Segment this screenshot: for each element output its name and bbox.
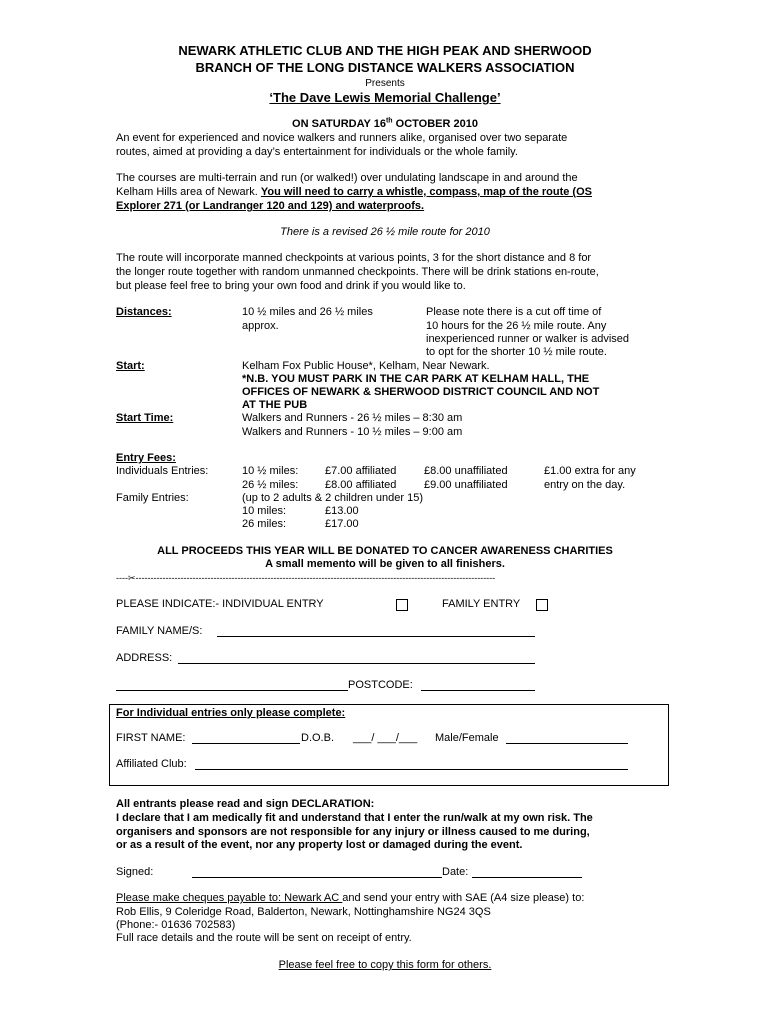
family-entry-checkbox[interactable] [536,599,548,611]
dob-label: D.O.B. [301,732,335,744]
declaration-title: All entrants please read and sign DECLARATION: [116,798,375,810]
family-entries-label: Family Entries: [116,492,189,504]
intro-p1-line2: routes, aimed at providing a day’s entertainment for individuals or the whole family. [116,146,518,158]
start-line4: AT THE PUB [242,399,308,411]
family-entry-label: FAMILY ENTRY [442,598,521,610]
affiliated-club-label: Affiliated Club: [116,758,187,770]
individual-entries-label: Individuals Entries: [116,465,209,477]
family-name-field[interactable] [217,636,535,637]
title-line-1: NEWARK ATHLETIC CLUB AND THE HIGH PEAK AND SHERWOOD [178,43,592,58]
postcode-label: POSTCODE: [348,679,413,691]
intro-p3-line2: the longer route together with random unmanned checkpoints. There will be drink stations en-route, [116,266,599,278]
fee-ind-r1-unaffiliated: £8.00 unaffiliated [424,465,508,477]
fee-ind-r1-affiliated: £7.00 affiliated [325,465,397,477]
cutoff-line4: to opt for the shorter 10 ½ mile route. [426,346,607,358]
gender-field[interactable] [506,743,628,744]
fee-fam-r2-price: £17.00 [325,518,359,530]
entry-fees-label: Entry Fees: [116,452,176,464]
start-line1: Kelham Fox Public House*, Kelham, Near Newark. [242,360,490,372]
presents-text: Presents [365,78,405,89]
start-label: Start: [116,360,145,372]
start-line2: *N.B. YOU MUST PARK IN THE CAR PARK AT KELHAM HALL, THE [242,373,590,385]
proceeds-line1: ALL PROCEEDS THIS YEAR WILL BE DONATED TO CANCER AWARENESS CHARITIES [157,545,613,557]
gender-label: Male/Female [435,732,499,744]
postal-address: Rob Ellis, 9 Coleridge Road, Balderton, Newark, Nottinghamshire NG24 3QS [116,906,491,918]
fee-ind-r2-unaffiliated: £9.00 unaffiliated [424,479,508,491]
cut-line: ----✂------------------------------------------------------------------------------------------------------------------------ [116,573,496,583]
distances-line1: 10 ½ miles and 26 ½ miles [242,306,373,318]
fee-fam-r1-price: £13.00 [325,505,359,517]
fee-extra-line1: £1.00 extra for any [544,465,636,477]
title-line-2: BRANCH OF THE LONG DISTANCE WALKERS ASSOCIATION [195,60,575,75]
cutoff-line3: inexperienced runner or walker is advised [426,333,629,345]
challenge-title: ‘The Dave Lewis Memorial Challenge’ [269,90,501,105]
family-name-label: FAMILY NAME/S: [116,625,203,637]
proceeds-line2: A small memento will be given to all finishers. [265,558,505,570]
intro-p3-line3: but please feel free to bring your own food and drink if you would like to. [116,280,466,292]
start-time-line1: Walkers and Runners - 26 ½ miles – 8:30 am [242,412,463,424]
intro-p2-line2: Kelham Hills area of Newark. You will need to carry a whistle, compass, map of the route (OS [116,186,592,198]
declaration-line1: I declare that I am medically fit and understand that I enter the run/walk at my own risk. The [116,812,593,824]
event-date: ON SATURDAY 16th OCTOBER 2010 [292,117,478,130]
copy-form-note: Please feel free to copy this form for others. [278,959,492,971]
postcode-field[interactable] [421,690,535,691]
intro-p2-line1: The courses are multi-terrain and run (or walked!) over undulating landscape in and around the [116,172,578,184]
start-time-label: Start Time: [116,412,174,424]
signature-field[interactable] [192,877,442,878]
start-time-line2: Walkers and Runners - 10 ½ miles – 9:00 am [242,426,463,438]
phone-number: (Phone:- 01636 702583) [116,919,236,931]
individual-entry-checkbox[interactable] [396,599,408,611]
cutoff-line2: 10 hours for the 26 ½ mile route. Any [426,320,607,332]
declaration-line3: or as a result of the event, nor any property lost or damaged during the event. [116,839,523,851]
date-label: Date: [442,866,469,878]
fee-ind-r2-affiliated: £8.00 affiliated [325,479,397,491]
fee-fam-r1-distance: 10 miles: [242,505,287,517]
address-line2-field[interactable] [116,690,348,691]
first-name-field[interactable] [192,743,300,744]
revised-route-note: There is a revised 26 ½ mile route for 2010 [280,226,490,238]
fee-ind-r2-distance: 26 ½ miles: [242,479,299,491]
family-note: (up to 2 adults & 2 children under 15) [242,492,424,504]
individual-only-label: For Individual entries only please complete: [116,707,346,719]
fee-fam-r2-distance: 26 miles: [242,518,287,530]
affiliated-club-field[interactable] [195,769,628,770]
fee-ind-r1-distance: 10 ½ miles: [242,465,299,477]
race-details-note: Full race details and the route will be sent on receipt of entry. [116,932,412,944]
intro-p2-line3: Explorer 271 (or Landranger 120 and 129) and waterproofs. [116,200,425,212]
distances-line2: approx. [242,320,279,332]
distances-label: Distances: [116,306,172,318]
address-field[interactable] [178,663,535,664]
fee-extra-line2: entry on the day. [544,479,626,491]
indicate-label: PLEASE INDICATE:- INDIVIDUAL ENTRY [116,598,324,610]
cheques-line: Please make cheques payable to: Newark AC and send your entry with SAE (A4 size please) to: [116,892,585,904]
first-name-label: FIRST NAME: [116,732,186,744]
start-line3: OFFICES OF NEWARK & SHERWOOD DISTRICT COUNCIL AND NOT [242,386,600,398]
cutoff-line1: Please note there is a cut off time of [426,306,602,318]
intro-p3-line1: The route will incorporate manned checkpoints at various points, 3 for the short distance and 8 for [116,252,592,264]
signed-label: Signed: [116,866,154,878]
date-field[interactable] [472,877,582,878]
intro-p1-line1: An event for experienced and novice walkers and runners alike, organised over two separate [116,132,568,144]
declaration-line2: organisers and sponsors are not responsible for any injury or illness caused to me during, [116,826,590,838]
dob-field[interactable]: ___/ ___/___ [353,732,418,744]
address-label: ADDRESS: [116,652,173,664]
